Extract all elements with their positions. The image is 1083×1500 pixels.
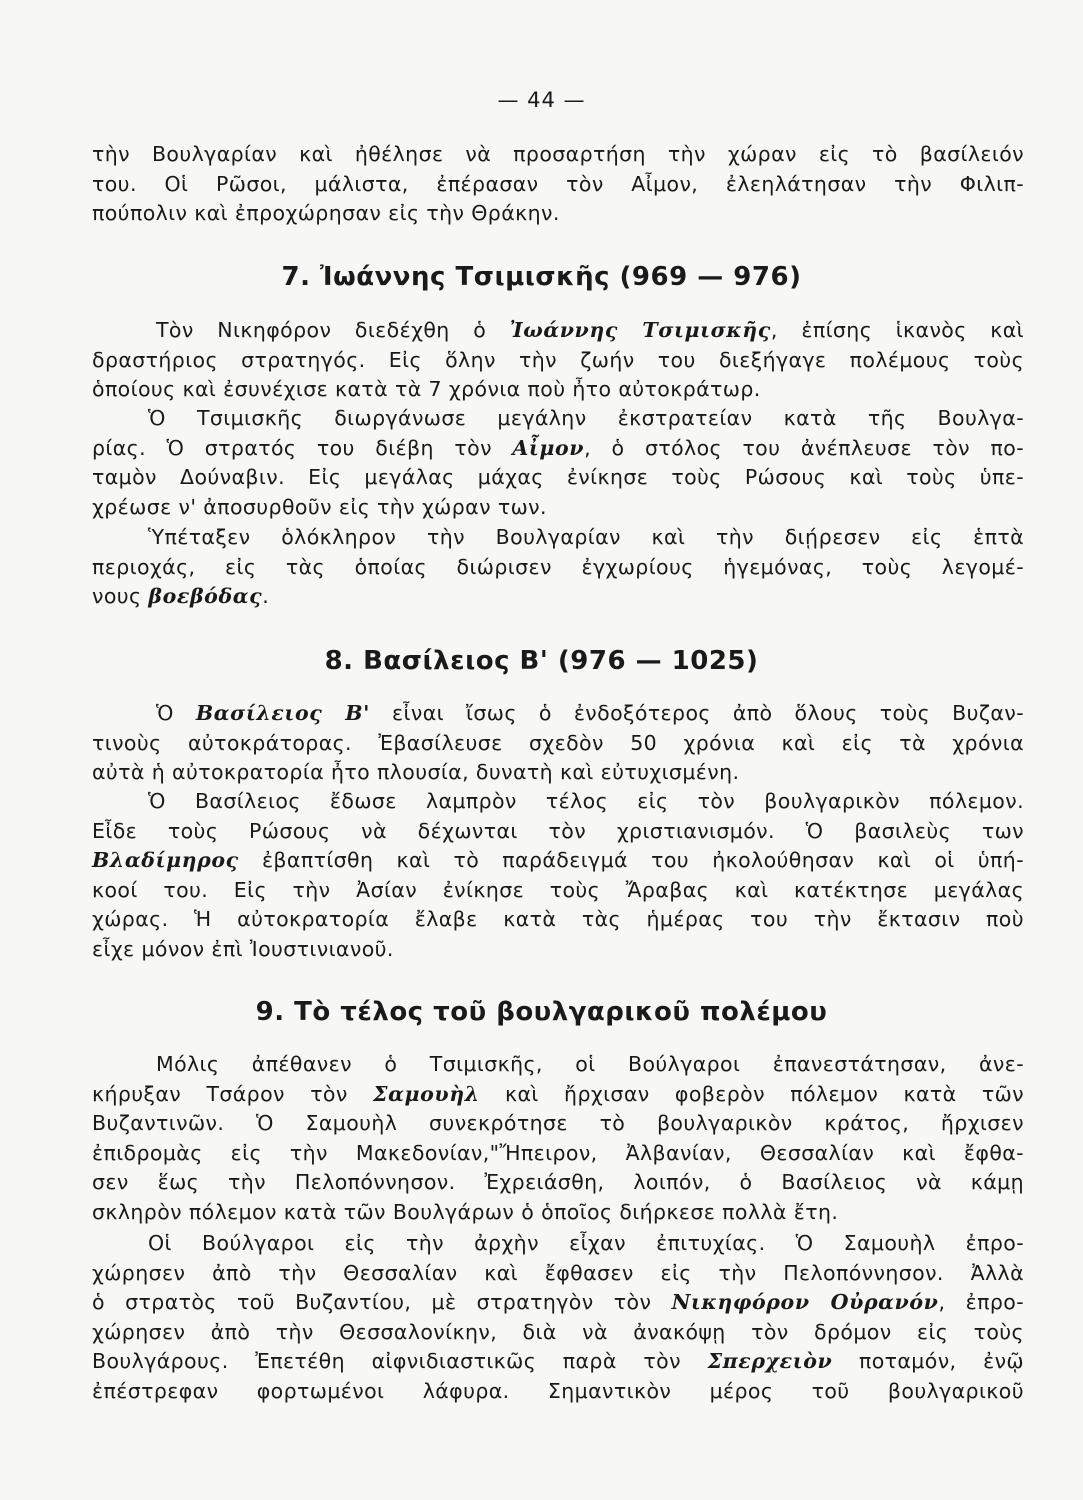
text-line: ἐπιδρομὰς εἰς τὴν Μακεδονίαν,"Ἤπειρον, Ἀλβανίαν, Θεσσαλίαν καὶ ἔφθα- [92, 1140, 1024, 1165]
text-line: ἐπέστρεφαν φορτωμένοι λάφυρα. Σημαντικὸν μέρος τοῦ βουλγαρικοῦ [92, 1378, 1024, 1403]
text-line: Ὁ Βασίλειος Β' εἶναι ἴσως ὁ ἐνδοξότερος ἀπὸ ὅλους τοὺς Βυζαν- [156, 701, 1024, 725]
section-8-paragraph-2 [92, 787, 1024, 965]
text-line: πούπολιν καὶ ἐπροχώρησαν εἰς τὴν Θράκην. [92, 201, 560, 226]
text-line: Οἱ Βούλγαροι εἰς τὴν ἀρχὴν εἶχαν ἐπιτυχίας. Ὁ Σαμουὴλ ἐπρο- [148, 1231, 1024, 1255]
text-line: Εἶδε τοὺς Ρώσους νὰ δέχωνται τὸν χριστιανισμόν. Ὁ βασιλεὺς των [92, 818, 1024, 843]
emphasis-name: Βλαδίμηρος [92, 848, 239, 873]
text-line: Βουλγάρους. Ἐπετέθη αἰφνιδιαστικῶς παρὰ τὸν Σπερχειὸν ποταμόν, ἐνῷ [92, 1349, 1024, 1374]
text-line: Βλαδίμηρος ἐβαπτίσθη καὶ τὸ παράδειγμά του ἠκολούθησαν καὶ οἱ ὑπή- [92, 848, 1024, 873]
intro-paragraph [92, 140, 1024, 229]
text-line: ρίας. Ὁ στρατός του διέβη τὸν Αἶμον, ὁ στόλος του ἀνέπλευσε τὸν πο- [92, 435, 1024, 460]
section-7-paragraph-2 [92, 404, 1024, 522]
text-line: χρέωσε ν' ἀποσυρθοῦν εἰς τὴν χώραν των. [92, 494, 547, 519]
text-line: νους βοεβόδας. [92, 584, 270, 609]
section-7-paragraph-3 [92, 523, 1024, 612]
section-9-paragraph-2 [92, 1229, 1024, 1407]
text-line: Μόλις ἀπέθανεν ὁ Τσιμισκῆς, οἱ Βούλγαροι ἐπανεστάτησαν, ἀνε- [156, 1052, 1024, 1076]
text-line: τὴν Βουλγαρίαν καὶ ἠθέλησε νὰ προσαρτήση τὴν χώραν εἰς τὸ βασίλειόν [92, 142, 1024, 166]
section-9-heading: 9. Τὸ τέλος τοῦ βουλγαρικοῦ πολέμου [255, 997, 828, 1027]
text-line: ὁ στρατὸς τοῦ Βυζαντίου, μὲ στρατηγὸν τὸν Νικηφόρον Οὐρανόν, ἐπρο- [92, 1290, 1024, 1315]
section-7-heading: 7. Ἰωάννης Τσιμισκῆς (969 — 976) [281, 262, 802, 292]
emphasis-name: Βασίλειος Β' [195, 701, 370, 725]
text-line: εἶχε μόνον ἐπὶ Ἰουστινιανοῦ. [92, 936, 394, 961]
text-line: χώρησεν ἀπὸ τὴν Θεσσαλίαν καὶ ἔφθασεν εἰς τὴν Πελοπόννησον. Ἀλλὰ [92, 1260, 1024, 1285]
emphasis-name: Ἰωάννης Τσιμισκῆς [509, 318, 771, 342]
text-line: κήρυξαν Τσάρον τὸν Σαμουὴλ καὶ ἤρχισαν φοβερὸν πόλεμον κατὰ τῶν [92, 1081, 1024, 1106]
emphasis-name: Σαμουὴλ [373, 1081, 480, 1106]
text-line: σεν ἕως τὴν Πελοπόννησον. Ἐχρειάσθη, λοιπόν, ὁ Βασίλειος νὰ κάμῃ [92, 1170, 1024, 1195]
emphasis-name: Νικηφόρον Οὐρανόν [671, 1290, 939, 1315]
text-line: δραστήριος στρατηγός. Εἰς ὅλην τὴν ζωήν του διεξήγαγε πολέμους τοὺς [92, 347, 1024, 372]
text-line: κοοί του. Εἰς τὴν Ἀσίαν ἐνίκησε τοὺς Ἄραβας καὶ κατέκτησε μεγάλας [92, 877, 1024, 902]
text-line: χώρησεν ἀπὸ τὴν Θεσσαλονίκην, διὰ νὰ ἀνακόψῃ τὸν δρόμον εἰς τοὺς [92, 1319, 1024, 1344]
text-line: ὁποίους καὶ ἐσυνέχισε κατὰ τὰ 7 χρόνια ποὺ ἦτο αὐτοκράτωρ. [92, 377, 761, 402]
text-line: Ὁ Βασίλειος ἔδωσε λαμπρὸν τέλος εἰς τὸν βουλγαρικὸν πόλεμον. [148, 789, 1024, 813]
emphasis-name: Σπερχειὸν [707, 1349, 833, 1374]
text-line: αὐτὰ ἡ αὐτοκρατορία ἦτο πλουσία, δυνατὴ καὶ εὐτυχισμένη. [92, 760, 740, 785]
text-line: Τὸν Νικηφόρον διεδέχθη ὁ Ἰωάννης Τσιμισκῆς, ἐπίσης ἱκανὸς καὶ [156, 318, 1024, 342]
text-line: του. Οἱ Ρῶσοι, μάλιστα, ἐπέρασαν τὸν Αἶμον, ἐλεηλάτησαν τὴν Φιλιπ- [92, 171, 1024, 196]
text-line: Ὁ Τσιμισκῆς διωργάνωσε μεγάλην ἐκστρατείαν κατὰ τῆς Βουλγα- [148, 406, 1024, 430]
text-line: Ὑπέταξεν ὁλόκληρον τὴν Βουλγαρίαν καὶ τὴν διῄρεσεν εἰς ἑπτὰ [148, 525, 1024, 549]
text-line: ταμὸν Δούναβιν. Εἰς μεγάλας μάχας ἐνίκησε τοὺς Ρώσους καὶ τοὺς ὑπε- [92, 465, 1024, 490]
section-8-heading: 8. Βασίλειος Β' (976 — 1025) [324, 646, 759, 676]
emphasis-term: βοεβόδας [148, 584, 263, 609]
page-number: — 44 — [497, 88, 586, 112]
text-line: Βυζαντινῶν. Ὁ Σαμουὴλ συνεκρότησε τὸ βουλγαρικὸν κράτος, ἤρχισεν [92, 1111, 1024, 1136]
emphasis-name: Αἶμον [512, 435, 585, 460]
text-line: τινοὺς αὐτοκράτορας. Ἐβασίλευσε σχεδὸν 50 χρόνια καὶ εἰς τὰ χρόνια [92, 730, 1024, 755]
text-line: περιοχάς, εἰς τὰς ὁποίας διώρισεν ἐγχωρίους ἡγεμόνας, τοὺς λεγομέ- [92, 554, 1024, 579]
text-line: σκληρὸν πόλεμον κατὰ τῶν Βουλγάρων ὁ ὁποῖος διήρκεσε πολλὰ ἔτη. [92, 1199, 839, 1224]
section-9-paragraph-1 [92, 1050, 1024, 1228]
section-8-paragraph-1 [92, 699, 1024, 788]
text-line: χώρας. Ἡ αὐτοκρατορία ἔλαβε κατὰ τὰς ἡμέρας του τὴν ἔκτασιν ποὺ [92, 907, 1024, 932]
section-7-paragraph-1 [92, 316, 1024, 405]
